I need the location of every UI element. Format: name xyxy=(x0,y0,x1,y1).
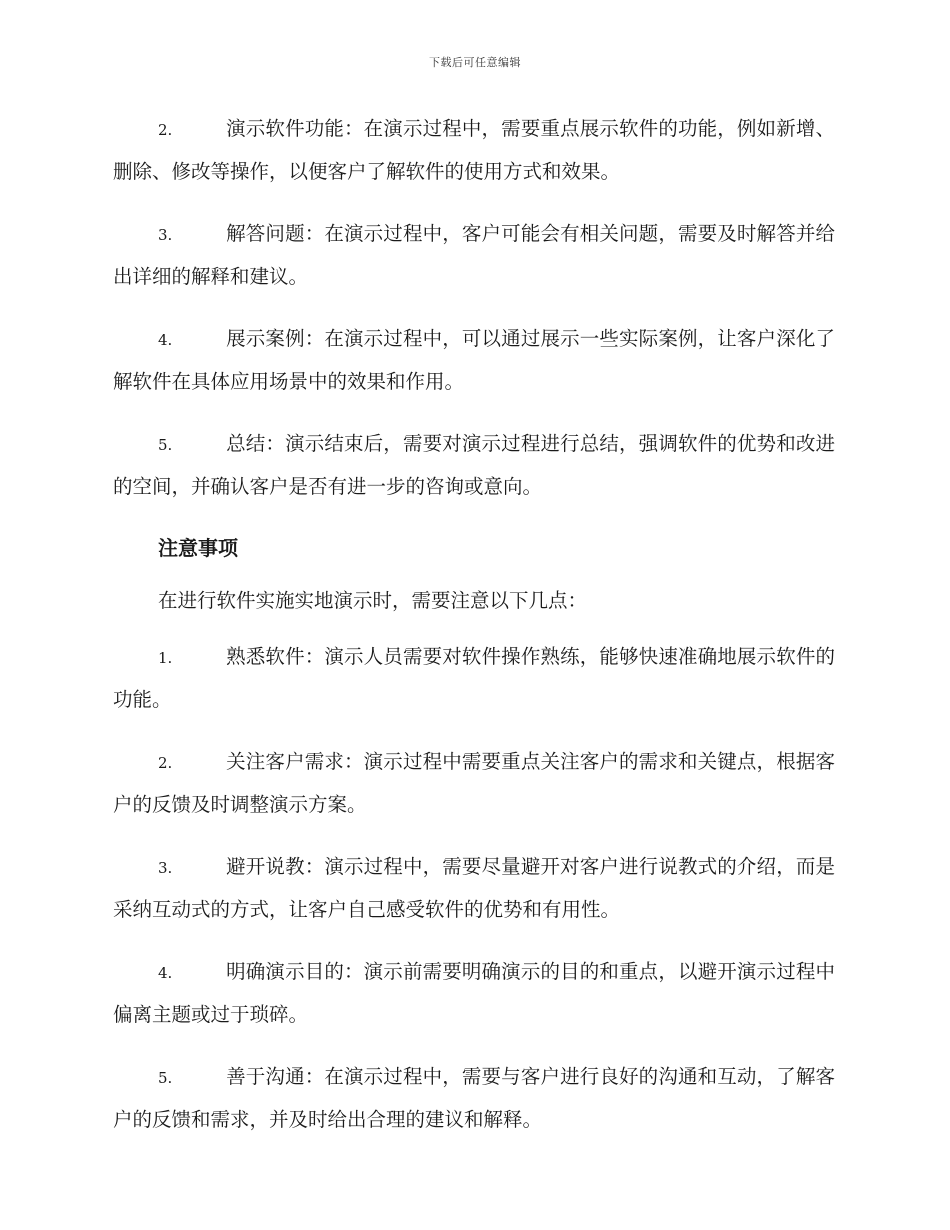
list-item xyxy=(113,636,835,721)
page-header: 下载后可任意编辑 xyxy=(429,56,521,69)
list-item-number: 4. xyxy=(158,964,173,982)
list-item xyxy=(113,213,835,298)
list-item-number: 4. xyxy=(158,331,173,349)
list-item-number: 2. xyxy=(158,754,173,772)
list-item-text: 关注客户需求：演示过程中需要重点关注客户的需求和关键点，根据客户的反馈及时调整演示方案。 xyxy=(113,750,835,816)
list-item xyxy=(113,423,835,508)
list-item-number: 3. xyxy=(158,859,173,877)
list-item-text: 展示案例：在演示过程中，可以通过展示一些实际案例，让客户深化了解软件在具体应用场景中的效果和作用。 xyxy=(113,327,835,393)
list-item-number: 1. xyxy=(158,649,173,667)
list-item-text: 演示软件功能：在演示过程中，需要重点展示软件的功能，例如新增、删除、修改等操作，以便客户了解软件的使用方式和效果。 xyxy=(113,117,835,183)
list-item xyxy=(113,1056,835,1141)
list-item-text: 明确演示目的：演示前需要明确演示的目的和重点，以避开演示过程中偏离主题或过于琐碎。 xyxy=(113,960,835,1026)
list-item-number: 5. xyxy=(158,1069,173,1087)
list-item-text: 善于沟通：在演示过程中，需要与客户进行良好的沟通和互动，了解客户的反馈和需求，并及时给出合理的建议和解释。 xyxy=(113,1065,835,1131)
list-item-number: 3. xyxy=(158,226,173,244)
list-item xyxy=(113,318,835,403)
list-item-text: 熟悉软件：演示人员需要对软件操作熟练，能够快速准确地展示软件的功能。 xyxy=(113,645,835,711)
list-item-text: 解答问题：在演示过程中，客户可能会有相关问题，需要及时解答并给出详细的解释和建议。 xyxy=(113,222,835,288)
list-item xyxy=(113,846,835,931)
list-item xyxy=(113,951,835,1036)
list-item-number: 2. xyxy=(158,121,173,139)
list-item-text: 避开说教：演示过程中，需要尽量避开对客户进行说教式的介绍，而是采纳互动式的方式，让客户自己感受软件的优势和有用性。 xyxy=(113,855,835,921)
section-heading: 注意事项 xyxy=(158,536,238,560)
list-item-number: 5. xyxy=(158,436,173,454)
list-item xyxy=(113,108,835,193)
list-item-text: 总结：演示结束后，需要对演示过程进行总结，强调软件的优势和改进的空间，并确认客户是否有进一步的咨询或意向。 xyxy=(113,432,835,498)
list-item xyxy=(113,741,835,826)
document-body xyxy=(113,108,835,1161)
section-intro: 在进行软件实施实地演示时，需要注意以下几点： xyxy=(158,589,588,612)
